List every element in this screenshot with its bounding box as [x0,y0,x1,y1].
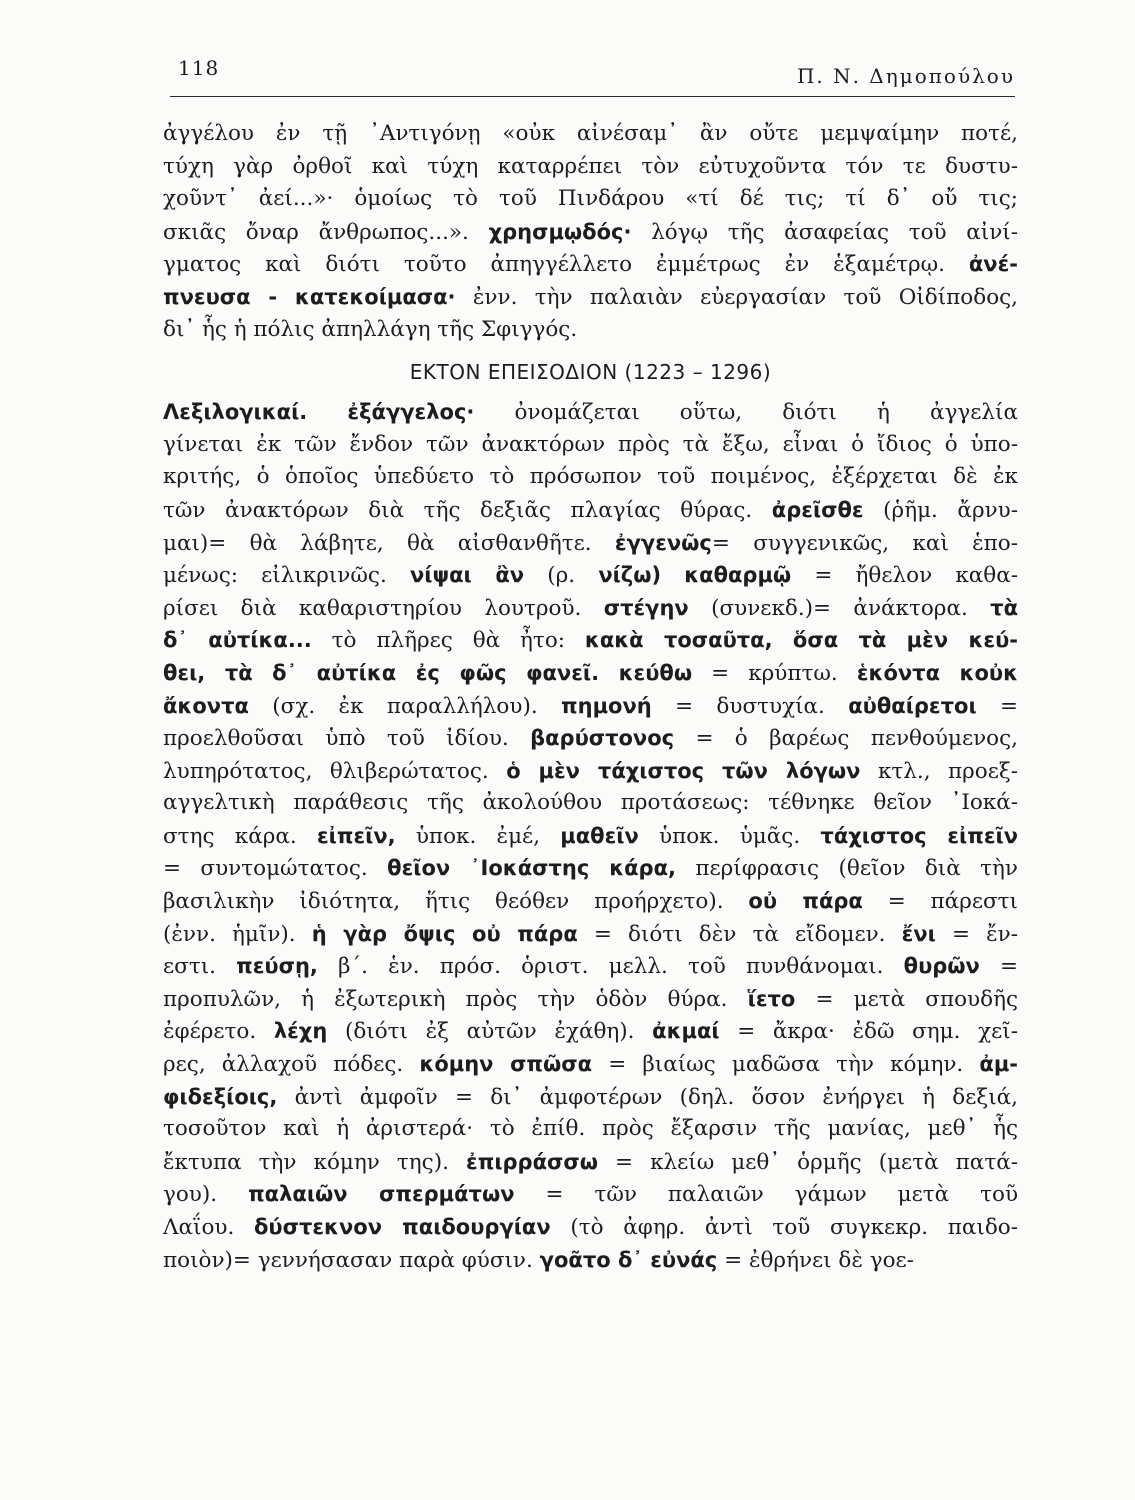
text-line [163,1211,1018,1244]
text-line [163,690,1018,723]
text-run: ὀνομάζεται οὕτω, διότι ἡ ἀγγελία [474,400,1018,426]
text-run: (ῥῆμ. ἄρνυ- [863,497,1018,523]
headword: βαρύστονος [530,726,675,751]
text-line [163,624,1018,657]
text-line [163,281,1018,314]
text-line [163,216,1018,249]
text-line [163,527,1018,560]
text-run: = κρύπτω. [692,660,857,686]
headword: ἡ γὰρ ὄψις οὐ πάρα [311,921,578,946]
text-run: = συντομώτατος. [163,856,388,882]
headword: τὰ [990,595,1018,620]
text-run: = διότι δὲν τὰ εἴδομεν. [577,921,902,947]
text-run: λόγῳ τῆς ἀσαφείας τοῦ αἰνί- [631,219,1018,245]
text-run: Λαΐου. [163,1215,254,1240]
headword: κόμην σπῶσα [419,1052,593,1077]
text-run: γματος καὶ διότι τοῦτο ἀπηγγέλλετο ἐμμέτρως ἐν ἑξαμέτρῳ. [163,252,969,278]
text-run: στης κάρα. [163,823,317,849]
headword: εἰπεῖν, [316,823,396,848]
text-line [163,314,1018,347]
headword: ἀνέ- [968,252,1018,277]
text-run: ρες, ἀλλαχοῦ πόδες. [163,1052,420,1078]
headword: Λεξιλογικαί. [163,400,308,425]
headword: τάχιστος εἰπεῖν [820,823,1018,848]
text-line [163,118,1018,151]
headword: δ᾿ αὐτίκα... [163,628,312,653]
text-line [163,461,1018,494]
text-run: προελθοῦσαι ὑπὸ τοῦ ἰδίου. [163,726,531,752]
text-run: ἀγγέλου ἐν τῇ ᾿Αντιγόνῃ «οὐκ αἰνέσαμ᾿ ἂν οὔτε μεμψαίμην ποτέ, [163,121,1018,146]
text-line [163,248,1018,281]
text-line [163,1048,1018,1081]
text-run: περίφρασις (θεῖον διὰ τὴν [675,856,1018,882]
text-line [163,183,1018,216]
text-run: ἐνν. τὴν παλαιὰν εὐεργασίαν τοῦ Οἰδίποδος, [455,284,1018,310]
text-run: = [976,693,1018,719]
text-run: = [979,954,1018,980]
text-run: γίνεται ἐκ τῶν ἔνδον τῶν ἀνακτόρων πρὸς τὰ ἔξω, εἶναι ὁ ἴδιος ὁ ὑπο- [163,431,1018,457]
headword: ἐγγενῶς [614,530,712,555]
headword: νίζω) [598,563,662,588]
text-line [163,657,1018,690]
text-run: προπυλῶν, ἡ ἐξωτερικὴ πρὸς τὴν ὁδὸν θύρα. [163,986,748,1012]
text-run: (συνεκδ.)= ἀνάκτορα. [688,595,991,621]
headword: ἐξάγγελος· [347,400,475,425]
text-line [163,151,1018,184]
headword: χρησμῳδός· [488,219,632,244]
text-line [163,559,1018,592]
text-run: = ὁ βαρέως πενθούμενος, [674,726,1018,752]
headword: πημονή [561,693,652,718]
text-line [163,1081,1018,1114]
text-run: ἀντὶ ἀμφοῖν = δι᾿ ἀμφοτέρων (δηλ. ὅσον ἐνήργει ἡ δεξιά, [277,1084,1018,1110]
headword: στέγην [603,595,689,620]
text-run: ρίσει διὰ καθαριστηρίου λουτροῦ. [163,595,604,621]
text-line [163,1244,1018,1277]
text-line [163,983,1018,1016]
headword: θει, τὰ δ᾿ αὐτίκα ἐς φῶς φανεῖ. κεύθω [163,660,693,685]
headword: θεῖον ᾿Ιοκάστης κάρα, [387,856,676,881]
headword: παλαιῶν σπερμάτων [248,1182,515,1207]
text-run: τοσοῦτον καὶ ἡ ἀριστερά· τὸ ἐπίθ. πρὸς ἔξαρσιν τῆς μανίας, μεθ᾿ ἧς [163,1116,1018,1142]
headword: πνευσα - κατεκοίμασα· [163,284,456,309]
text-run: (ρ. [524,563,599,589]
headword: θυρῶν [903,954,980,979]
headword: ἀμ- [979,1052,1018,1077]
text-run: ὑποκ. ὑμᾶς. [638,823,821,849]
headword: ἔνι [901,921,936,946]
text-run: = δυστυχία. [651,693,849,719]
text-run: χοῦντ᾿ ἀεί...»· ὁμοίως τὸ τοῦ Πινδάρου «τί δέ τις; τί δ᾿ οὔ τις; [163,186,1018,212]
text-line [163,950,1018,983]
headword: ἀκμαί [652,1019,720,1044]
page-number: 118 [178,56,220,80]
text-run: ὑποκ. ἐμέ, [395,823,561,849]
headword: λέχη [273,1019,328,1044]
text-run: κριτής, ὁ ὁποῖος ὑπεδύετο τὸ πρόσωπον τοῦ ποιμένος, ἐξέρχεται δὲ ἐκ [163,464,1018,490]
headword: αὐθαίρετοι [848,693,977,718]
text-line [163,1146,1018,1179]
text-run: δι᾿ ἧς ἡ πόλις ἀπηλλάγη τῆς Σφιγγός. [163,316,578,342]
headword: φιδεξίοις, [163,1084,278,1109]
body-text [163,118,1018,1276]
paragraph-intro [163,118,1018,346]
text-run: αγγελτικὴ παράθεσις τῆς ἀκολούθου προτάσεως: τέθνηκε θεῖον ᾿Ιοκά- [163,790,1018,816]
text-run: = ἤθελον καθα- [791,563,1018,589]
text-run: = βιαίως μαδῶσα τὴν κόμην. [592,1052,980,1078]
running-head: Π. Ν. Δημοπούλου [796,64,1015,88]
headword: μαθεῖν [560,823,639,848]
page-header [170,56,1015,97]
text-run: (διότι ἐξ αὐτῶν ἐχάθη). [327,1019,653,1045]
headword: γοᾶτο δ᾿ εὐνάς [539,1247,718,1272]
text-run: = συγγενικῶς, καὶ ἑπο- [711,530,1018,556]
text-run: = ἐθρήνει δὲ γοε- [717,1247,914,1273]
text-run: (ἐνν. ἡμῖν). [163,921,312,947]
text-run: μαι)= θὰ λάβητε, θὰ αἰσθανθῆτε. [163,530,615,556]
section-title: ΕΚΤΟΝ ΕΠΕΙΣΟΔΙΟΝ (1223 – 1296) [409,360,772,385]
text-run: (τὸ ἀφηρ. ἀντὶ τοῦ συγκεκρ. παιδο- [550,1215,1018,1240]
text-run: (σχ. ἐκ παραλλήλου). [248,693,562,719]
text-run: βασιλικὴν ἰδιότητα, ἥτις θεόθεν προήρχετο). [163,889,749,915]
text-run [661,563,684,588]
text-run: εστι. [163,954,237,980]
text-run: ποιὸν)= γεννήσασαν παρὰ φύσιν. [163,1247,540,1273]
text-run: λυπηρότατος, θλιβερώτατος. [163,758,507,784]
text-line [163,1113,1018,1146]
text-run: β´. ἑν. πρόσ. ὁριστ. μελλ. τοῦ πυνθάνομαι. [317,954,904,980]
text-line [163,885,1018,918]
headword: ἐπιρράσσω [466,1149,598,1174]
text-run: = ἄκρα· ἐδῶ σημ. χεῖ- [719,1019,1018,1045]
text-run: τύχη γὰρ ὀρθοῖ καὶ τύχη καταρρέπει τὸν εὐτυχοῦντα τόν τε δυστυ- [163,153,1018,179]
text-line [163,820,1018,853]
text-run: τὸ πλῆρες θὰ ἦτο: [311,628,585,654]
text-line [163,429,1018,462]
headword: νίψαι ἂν [409,563,525,588]
headword: πεύσῃ, [236,954,318,979]
headword: δύστεκνον παιδουργίαν [254,1215,551,1239]
text-run: = τῶν παλαιῶν γάμων μετὰ τοῦ [514,1182,1018,1208]
text-run: σκιᾶς ὄναρ ἄνθρωπος...». [163,219,489,245]
text-run [307,400,347,425]
headword: κακὰ τοσαῦτα, ὅσα τὰ μὲν κεύ- [584,628,1018,653]
headword: οὐ πάρα [748,889,863,914]
text-run: = κλείω μεθ᾿ ὁρμῆς (μετὰ πατά- [597,1149,1018,1175]
text-line [163,722,1018,755]
text-run: κτλ., προεξ- [860,758,1018,784]
headword: ὁ μὲν τάχιστος τῶν λόγων [506,758,861,783]
text-line [163,787,1018,820]
text-line [163,852,1018,885]
text-run: τῶν ἀνακτόρων διὰ τῆς δεξιᾶς πλαγίας θύρας. [163,497,772,523]
text-line [163,494,1018,527]
headword: ἀρεῖσθε [771,497,864,522]
text-line [163,755,1018,788]
text-run: = μετὰ σπουδῆς [795,986,1018,1012]
text-run: ἔκτυπα τὴν κόμην της). [163,1149,467,1175]
text-run: = πάρεστι [862,889,1018,915]
text-line [163,396,1018,429]
text-line [163,918,1018,951]
paragraph-lexical-notes [163,396,1018,1276]
text-line [163,1015,1018,1048]
headword: ἄκοντα [163,693,249,718]
headword: ἑκόντα κοὐκ [856,660,1018,685]
text-line [163,592,1018,625]
headword: ἵετο [747,986,796,1011]
text-run: μένως: εἰλικρινῶς. [163,563,410,589]
text-run: = ἔν- [935,921,1018,947]
text-run: γου). [163,1182,249,1208]
text-run: ἐφέρετο. [163,1019,274,1045]
text-line [163,1178,1018,1211]
headword: καθαρμῷ [684,563,792,588]
